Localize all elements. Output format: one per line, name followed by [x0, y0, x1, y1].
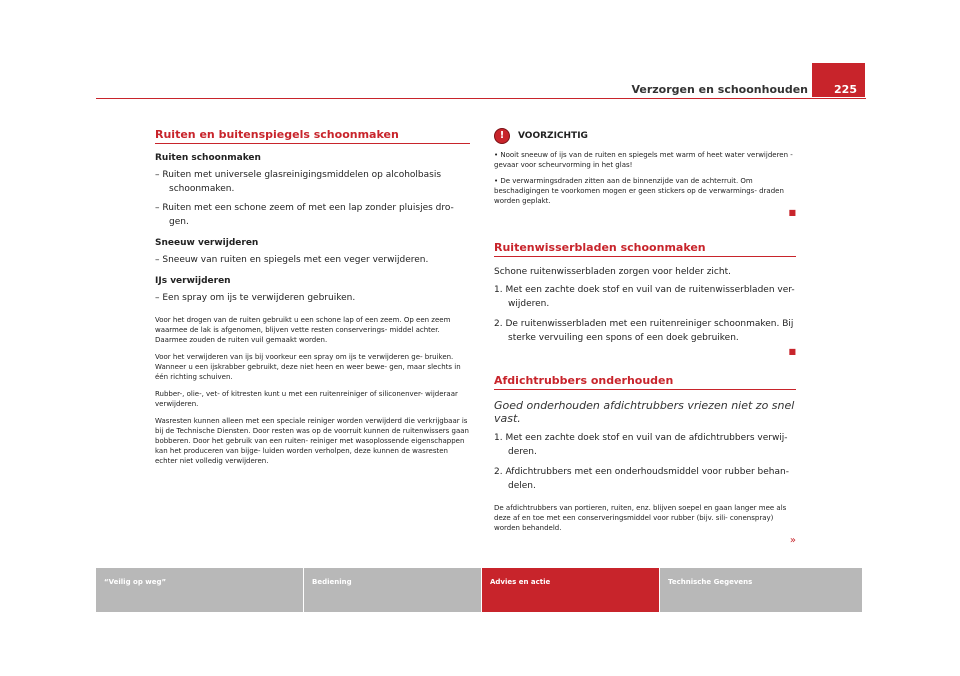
- subheading-cleaning: Ruiten schoonmaken: [155, 153, 261, 163]
- header-rule: [96, 98, 866, 99]
- section-title-windows: Ruiten en buitenspiegels schoonmaken: [155, 128, 470, 144]
- section-end-marker: ■: [788, 347, 796, 356]
- tab-technische-gegevens[interactable]: Technische Gegevens: [660, 568, 862, 612]
- left-column: [155, 128, 470, 466]
- right-column: [494, 128, 796, 546]
- note-paragraph: Voor het verwijderen van ijs bij voorkeur een spray om ijs te verwijderen ge- bruiken. Wanneer u een ijskrabber gebruikt, deze niet heen en weer bewe- gen, maar slechts in één richting schuiven.: [155, 353, 461, 381]
- step-item: 2. Afdichtrubbers met een onderhoudsmiddel voor rubber behan- delen.: [494, 467, 789, 491]
- tab-bediening[interactable]: Bediening: [304, 568, 481, 612]
- section-end-marker: ■: [788, 208, 796, 217]
- continue-arrow-icon: »: [789, 535, 796, 546]
- warning-bullet: • De verwarmingsdraden zitten aan de binnenzijde van de achterruit. Om beschadigingen te voorkomen mogen er geen stickers op de verwarmings- draden worden geplakt.: [494, 177, 784, 205]
- warning-title: VOORZICHTIG: [518, 131, 588, 141]
- note-paragraph: Voor het drogen van de ruiten gebruikt u een schone lap of een zeem. Op een zeem waarmee de lak is afgenomen, blijven vette resten conserverings- middel achter. Daarmee zouden de ruiten vuil gemaakt worden.: [155, 316, 451, 344]
- seals-lead: Goed onderhouden afdichtrubbers vriezen niet zo snel vast.: [494, 399, 795, 425]
- tab-advies-en-actie[interactable]: Advies en actie: [482, 568, 659, 612]
- subheading-snow: Sneeuw verwijderen: [155, 238, 259, 248]
- note-paragraph: Wasresten kunnen alleen met een speciale reiniger worden verwijderd die verkrijgbaar is bij de Technische Diensten. Door resten was op de voorruit kunnen de ruitenwissers gaan bobberen. Door het gebruik van een ruiten- reiniger met wasoplossende eigenschappen kan het produceren van bijge- luiden worden verholpen, deze kunnen de wasresten echter niet volledig verwijderen.: [155, 417, 469, 465]
- page-number: 225: [834, 83, 857, 96]
- step-item: 1. Met een zachte doek stof en vuil van de afdichtrubbers verwij- deren.: [494, 433, 788, 457]
- wipers-intro: Schone ruitenwisserbladen zorgen voor helder zicht.: [494, 267, 731, 277]
- section-title-wipers: Ruitenwisserbladen schoonmaken: [494, 241, 796, 257]
- warning-bullet: • Nooit sneeuw of ijs van de ruiten en spiegels met warm of heet water verwijderen - gevaar voor scheurvorming in het glas!: [494, 151, 793, 169]
- subheading-ice: IJs verwijderen: [155, 276, 231, 286]
- tab-veilig-op-weg[interactable]: “Veilig op weg”: [96, 568, 303, 612]
- warning-header: [494, 128, 796, 144]
- page-number-box: [812, 63, 865, 97]
- step-item: 2. De ruitenwisserbladen met een ruitenreiniger schoonmaken. Bij sterke vervuiling een spons of een doek gebruiken.: [494, 319, 794, 343]
- section-title-seals: Afdichtrubbers onderhouden: [494, 374, 796, 390]
- note-paragraph: Rubber-, olie-, vet- of kitresten kunt u met een ruitenreiniger of siliconenver- wijderaar verwijderen.: [155, 390, 458, 408]
- exclamation-icon: !: [494, 128, 510, 144]
- footer-tabs: [96, 568, 866, 612]
- step-item: 1. Met een zachte doek stof en vuil van de ruitenwisserbladen ver- wijderen.: [494, 285, 795, 309]
- list-item: – Ruiten met een schone zeem of met een lap zonder pluisjes dro- gen.: [155, 203, 454, 227]
- list-item: – Een spray om ijs te verwijderen gebruiken.: [155, 293, 356, 303]
- running-header-title: Verzorgen en schoonhouden: [631, 83, 808, 96]
- list-item: – Sneeuw van ruiten en spiegels met een veger verwijderen.: [155, 255, 429, 265]
- seals-note: De afdichtrubbers van portieren, ruiten, enz. blijven soepel en gaan langer mee als deze af en toe met een conserveringsmiddel voor rubber (bijv. sili- conenspray) worden behandeld.: [494, 504, 787, 532]
- list-item: – Ruiten met universele glasreinigingsmiddelen op alcoholbasis schoonmaken.: [155, 170, 442, 194]
